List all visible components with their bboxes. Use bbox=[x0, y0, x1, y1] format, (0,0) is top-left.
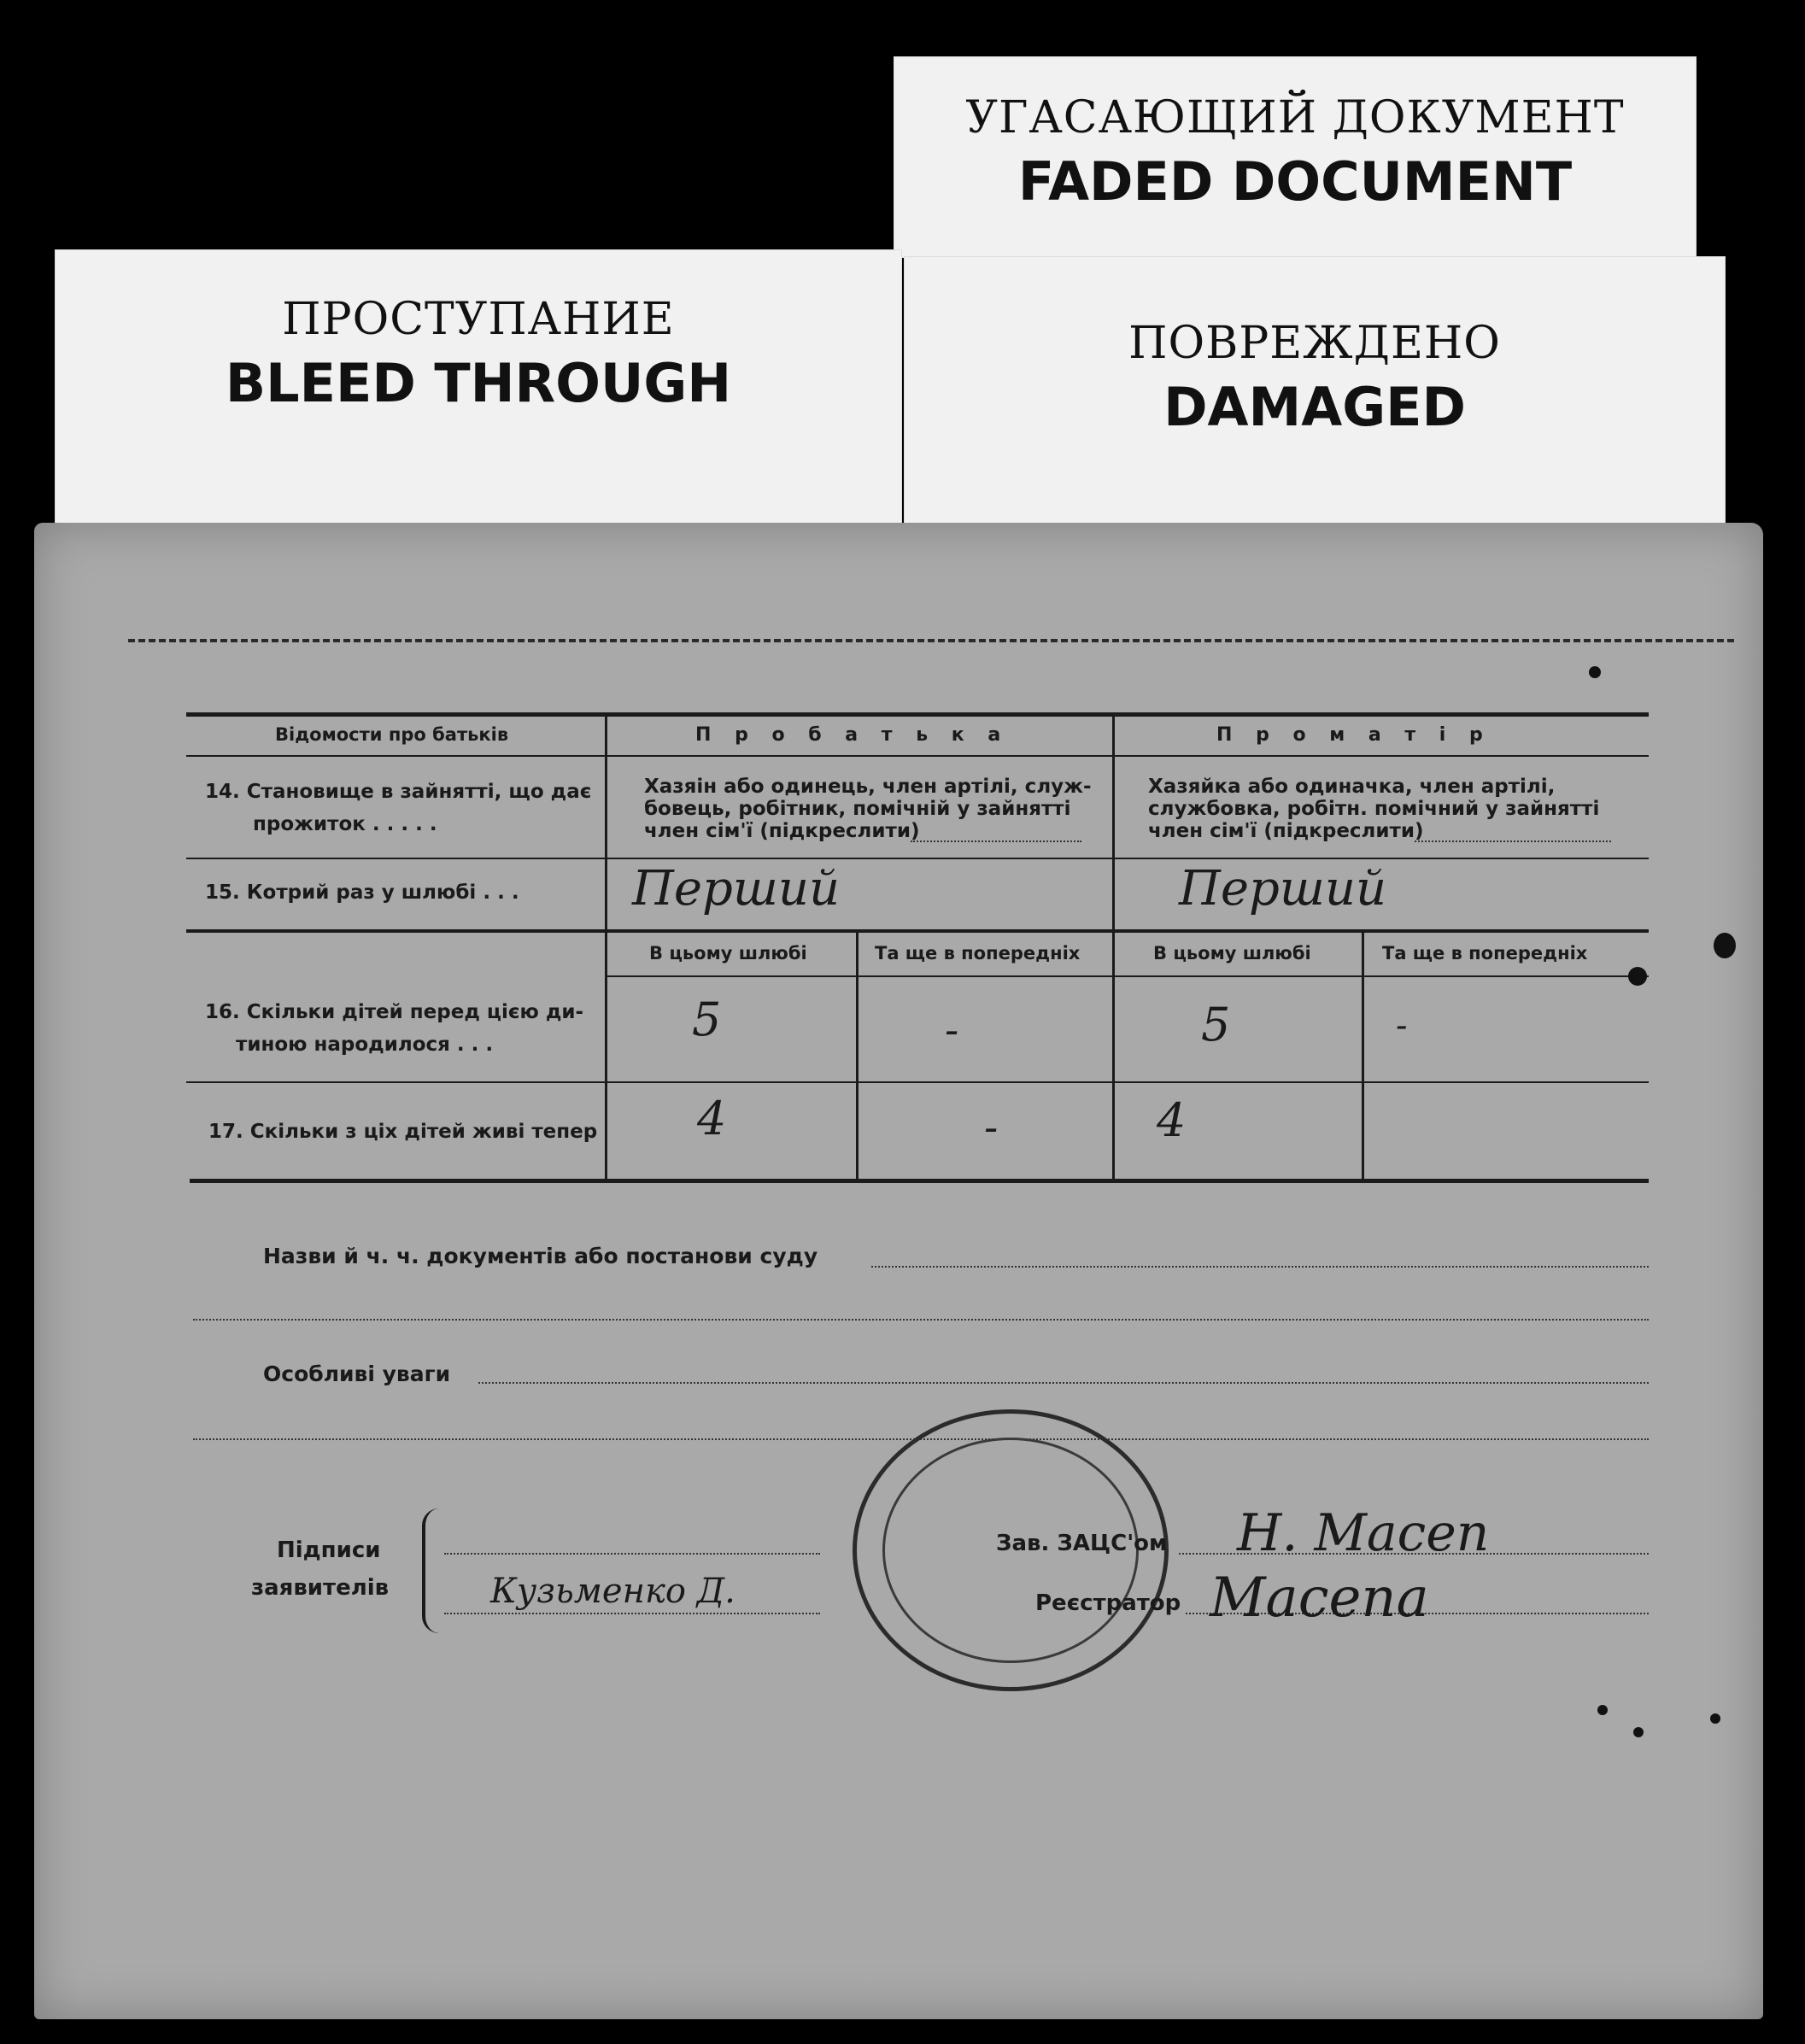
col-divider-father bbox=[856, 933, 859, 1180]
perforation-line bbox=[128, 639, 1734, 642]
signature-line-2 bbox=[444, 1613, 820, 1614]
damage-spot bbox=[1714, 933, 1736, 958]
signatures-brace bbox=[422, 1508, 448, 1633]
registrar-label: Реєстратор bbox=[1035, 1590, 1181, 1616]
row14-father-1: Хазяін або одинець, член артілі, служ- bbox=[644, 776, 1092, 798]
row17-mother-this: 4 bbox=[1157, 1093, 1187, 1147]
damage-spot bbox=[1628, 967, 1647, 986]
row16-mother-prev: - bbox=[1396, 1006, 1408, 1045]
damage-spot bbox=[1597, 1705, 1608, 1715]
damage-spot bbox=[1710, 1713, 1720, 1724]
row14-mother-1: Хазяйка або одиначка, член артілі, bbox=[1148, 776, 1556, 798]
row14-mother-dots bbox=[1415, 840, 1611, 842]
row14-divider bbox=[186, 858, 1649, 859]
header-father: П р о б а т ь к а bbox=[695, 724, 1010, 746]
damage-spot bbox=[1633, 1727, 1644, 1737]
row14-label-2: прожиток . . . . . bbox=[253, 813, 437, 835]
faded-tag-ru: УГАСАЮЩИЙ ДОКУМЕНТ bbox=[965, 92, 1625, 143]
signature-line-1 bbox=[444, 1553, 820, 1555]
subheader-father-this: В цьому шлюбі bbox=[649, 943, 807, 963]
document-sheet bbox=[34, 523, 1763, 2019]
row16-father-this: 5 bbox=[692, 993, 722, 1046]
documents-line-1 bbox=[871, 1266, 1649, 1268]
damage-spot bbox=[1589, 666, 1601, 678]
row15-mother-value: Перший bbox=[1179, 861, 1387, 917]
row16-divider bbox=[186, 1081, 1649, 1083]
row15-divider bbox=[186, 929, 1649, 933]
bleed-tag-en: BLEED THROUGH bbox=[225, 352, 732, 414]
table-header-divider bbox=[186, 755, 1649, 757]
row14-label-1: 14. Становище в зайнятті, що дає bbox=[205, 781, 592, 803]
bleed-tag-ru: ПРОСТУПАНИЕ bbox=[282, 294, 675, 345]
row15-father-value: Перший bbox=[632, 861, 841, 917]
row16-label-1: 16. Скільки дітей перед цією ди- bbox=[205, 1001, 584, 1023]
documents-label: Назви й ч. ч. документів або постанови суду bbox=[263, 1244, 818, 1268]
bleed-through-tag bbox=[55, 249, 902, 548]
head-label: Зав. ЗАЦС'ом bbox=[996, 1531, 1168, 1556]
subheader-mother-this: В цьому шлюбі bbox=[1153, 943, 1311, 963]
row14-mother-2: службовка, робітн. помічний у зайнятті bbox=[1148, 798, 1600, 820]
damaged-tag-en: DAMAGED bbox=[1163, 376, 1466, 438]
col-divider-2 bbox=[1112, 714, 1115, 1180]
faded-document-tag bbox=[894, 56, 1697, 258]
row16-label-2: тиною народилося . . . bbox=[236, 1034, 494, 1056]
faded-tag-en: FADED DOCUMENT bbox=[1017, 150, 1573, 213]
row15-label: 15. Котрий раз у шлюбі . . . bbox=[205, 881, 519, 904]
subheader-mother-prev: Та ще в попередніх bbox=[1382, 943, 1588, 963]
col-divider-mother bbox=[1362, 933, 1364, 1180]
row14-father-dots bbox=[911, 840, 1081, 842]
row16-mother-this: 5 bbox=[1201, 998, 1231, 1051]
damaged-tag bbox=[904, 256, 1726, 526]
head-signature: Н. Масеп bbox=[1237, 1503, 1490, 1563]
row17-father-prev: - bbox=[984, 1104, 999, 1151]
damaged-tag-ru: ПОВРЕЖДЕНО bbox=[1128, 318, 1501, 369]
signatures-label-2: заявителів bbox=[251, 1575, 390, 1601]
documents-line-2 bbox=[193, 1319, 1649, 1321]
col-divider-1 bbox=[605, 714, 607, 1180]
registrar-signature: Масепа bbox=[1210, 1567, 1429, 1630]
row17-label: 17. Скільки з ціх дітей живі тепер bbox=[208, 1121, 598, 1143]
row14-mother-3: член сім'ї (підкреслити) bbox=[1148, 820, 1424, 842]
header-mother: П р о м а т і р bbox=[1216, 724, 1491, 746]
subheader-father-prev: Та ще в попередніх bbox=[875, 943, 1081, 963]
subheader-divider bbox=[607, 975, 1649, 977]
row16-father-prev: - bbox=[945, 1006, 959, 1054]
row14-father-3: член сім'ї (підкреслити) bbox=[644, 820, 920, 842]
table-bottom-border bbox=[190, 1179, 1649, 1183]
row14-father-2: бовець, робітник, помічній у зайнятті bbox=[644, 798, 1071, 820]
notes-line-1 bbox=[478, 1382, 1649, 1384]
signatures-label-1: Підписи bbox=[277, 1537, 381, 1563]
header-parents-info: Відомости про батьків bbox=[275, 724, 509, 745]
notes-label: Особливі уваги bbox=[263, 1362, 451, 1386]
row17-father-this: 4 bbox=[697, 1092, 727, 1145]
applicant-signature: Кузьменко Д. bbox=[490, 1572, 735, 1611]
table-top-border bbox=[186, 712, 1649, 717]
